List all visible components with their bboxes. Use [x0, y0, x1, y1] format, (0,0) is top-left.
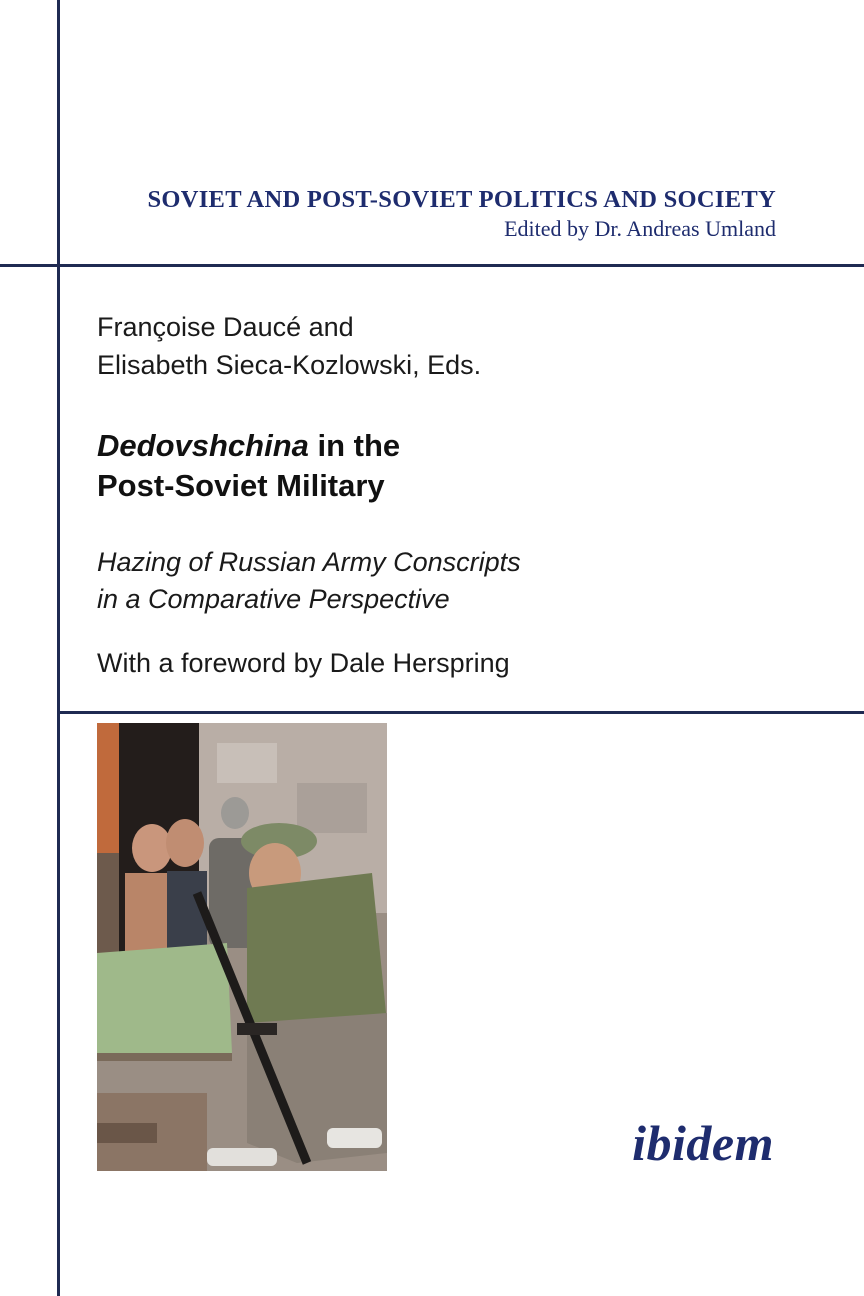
book-title	[97, 426, 400, 506]
book-subtitle	[97, 544, 521, 618]
series-block	[147, 186, 776, 242]
authors	[97, 308, 481, 384]
authors-line-2: Elisabeth Sieca-Kozlowski, Eds.	[97, 350, 482, 380]
publisher-logo: ibidem	[632, 1115, 774, 1171]
vertical-rule	[57, 0, 60, 1296]
cover-photo	[97, 723, 387, 1171]
middle-horizontal-rule	[57, 711, 864, 714]
subtitle-line-1: Hazing of Russian Army Conscripts	[97, 547, 521, 577]
title-line-1	[97, 426, 400, 466]
series-title: SOVIET AND POST-SOVIET POLITICS AND SOCIETY	[147, 186, 776, 213]
top-horizontal-rule	[0, 264, 864, 267]
authors-line-1: Françoise Daucé and	[97, 312, 354, 342]
series-editor: Edited by Dr. Andreas Umland	[504, 216, 776, 241]
title-line-2: Post-Soviet Military	[97, 468, 385, 503]
subtitle-line-2: in a Comparative Perspective	[97, 584, 450, 614]
title-line-1-rest: in the	[308, 428, 401, 463]
title-italic-word: Dedovshchina	[97, 428, 309, 463]
foreword-note: With a foreword by Dale Herspring	[97, 648, 510, 678]
